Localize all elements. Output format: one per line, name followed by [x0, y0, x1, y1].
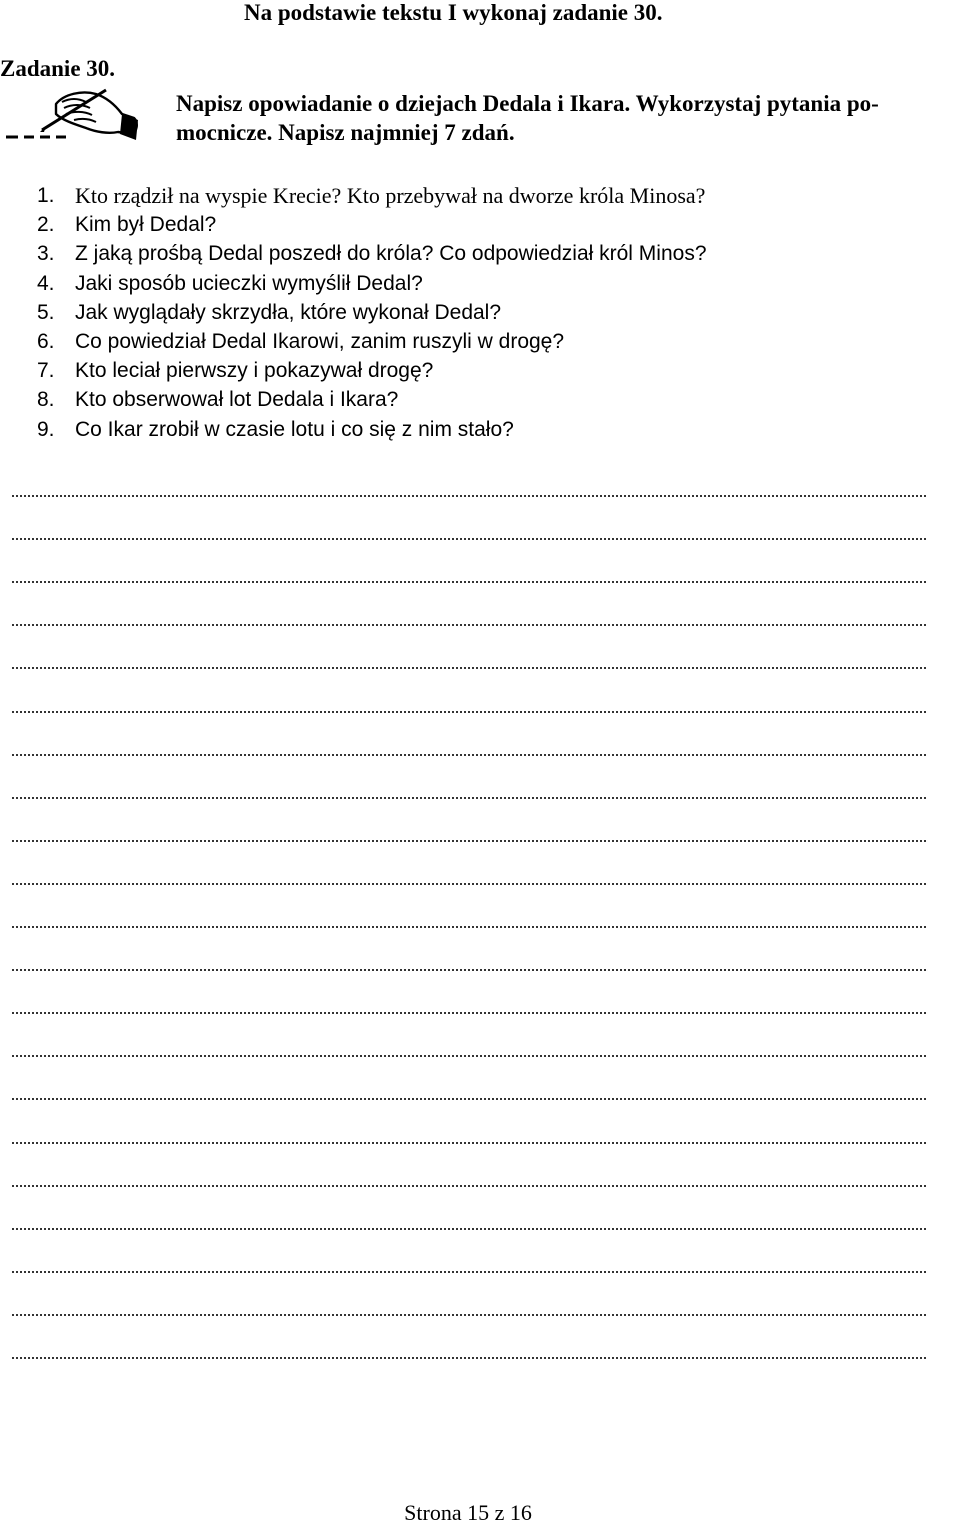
question-text: Kto rządził na wyspie Krecie? Kto przebywał na dworze króla Minosa? — [75, 183, 706, 208]
instruction-line-2: mocnicze. Napisz najmniej 7 zdań. — [176, 120, 515, 145]
question-number: 4. — [37, 271, 55, 295]
question-text: Kto obserwował lot Dedala i Ikara? — [75, 388, 399, 412]
writing-hand-icon — [4, 84, 144, 148]
question-text: Kto leciał pierwszy i pokazywał drogę? — [75, 359, 434, 383]
task-instruction — [176, 89, 936, 147]
page-number: Strona 15 z 16 — [404, 1500, 532, 1525]
answer-line[interactable] — [12, 859, 926, 902]
question-item — [37, 239, 707, 268]
answer-line[interactable] — [12, 773, 926, 816]
question-number: 7. — [37, 359, 55, 383]
helper-questions-list — [37, 181, 707, 444]
question-text: Co Ikar zrobił w czasie lotu i co się z nim stało? — [75, 417, 514, 441]
answer-line[interactable] — [12, 988, 926, 1031]
question-item — [37, 269, 707, 298]
question-number: 8. — [37, 388, 55, 412]
answer-line[interactable] — [12, 600, 926, 643]
answer-line[interactable] — [12, 730, 926, 773]
answer-line[interactable] — [12, 471, 926, 514]
question-text: Jaki sposób ucieczki wymyślił Dedal? — [75, 271, 423, 295]
answer-line[interactable] — [12, 816, 926, 859]
answer-line[interactable] — [12, 514, 926, 557]
page-header: Na podstawie tekstu I wykonaj zadanie 30. — [244, 0, 663, 25]
answer-line[interactable] — [12, 1204, 926, 1247]
question-number: 9. — [37, 417, 55, 441]
question-item — [37, 181, 707, 210]
question-number: 3. — [37, 242, 55, 266]
question-item — [37, 298, 707, 327]
question-text: Jak wyglądały skrzydła, które wykonał Dedal? — [75, 300, 502, 324]
task-title: Zadanie 30. — [0, 56, 116, 81]
question-item — [37, 327, 707, 356]
question-number: 5. — [37, 300, 55, 324]
answer-line[interactable] — [12, 1161, 926, 1204]
answer-area[interactable] — [12, 471, 926, 1376]
question-number: 1. — [37, 184, 55, 207]
question-text: Z jaką prośbą Dedal poszedł do króla? Co odpowiedział król Minos? — [75, 242, 707, 266]
question-item — [37, 210, 707, 239]
question-item — [37, 415, 707, 444]
answer-line[interactable] — [12, 1031, 926, 1074]
answer-line[interactable] — [12, 1333, 926, 1376]
answer-line[interactable] — [12, 557, 926, 600]
answer-line[interactable] — [12, 1290, 926, 1333]
question-text: Co powiedział Dedal Ikarowi, zanim ruszyli w drogę? — [75, 330, 565, 354]
question-number: 6. — [37, 330, 55, 354]
answer-line[interactable] — [12, 1117, 926, 1160]
question-text: Kim był Dedal? — [75, 213, 217, 237]
answer-line[interactable] — [12, 686, 926, 729]
question-item — [37, 385, 707, 414]
answer-line[interactable] — [12, 1247, 926, 1290]
answer-line[interactable] — [12, 643, 926, 686]
question-item — [37, 356, 707, 385]
answer-line[interactable] — [12, 902, 926, 945]
answer-line[interactable] — [12, 1074, 926, 1117]
question-number: 2. — [37, 213, 55, 237]
answer-line[interactable] — [12, 945, 926, 988]
instruction-line-1: Napisz opowiadanie o dziejach Dedala i Ikara. Wykorzystaj pytania po- — [176, 91, 879, 116]
